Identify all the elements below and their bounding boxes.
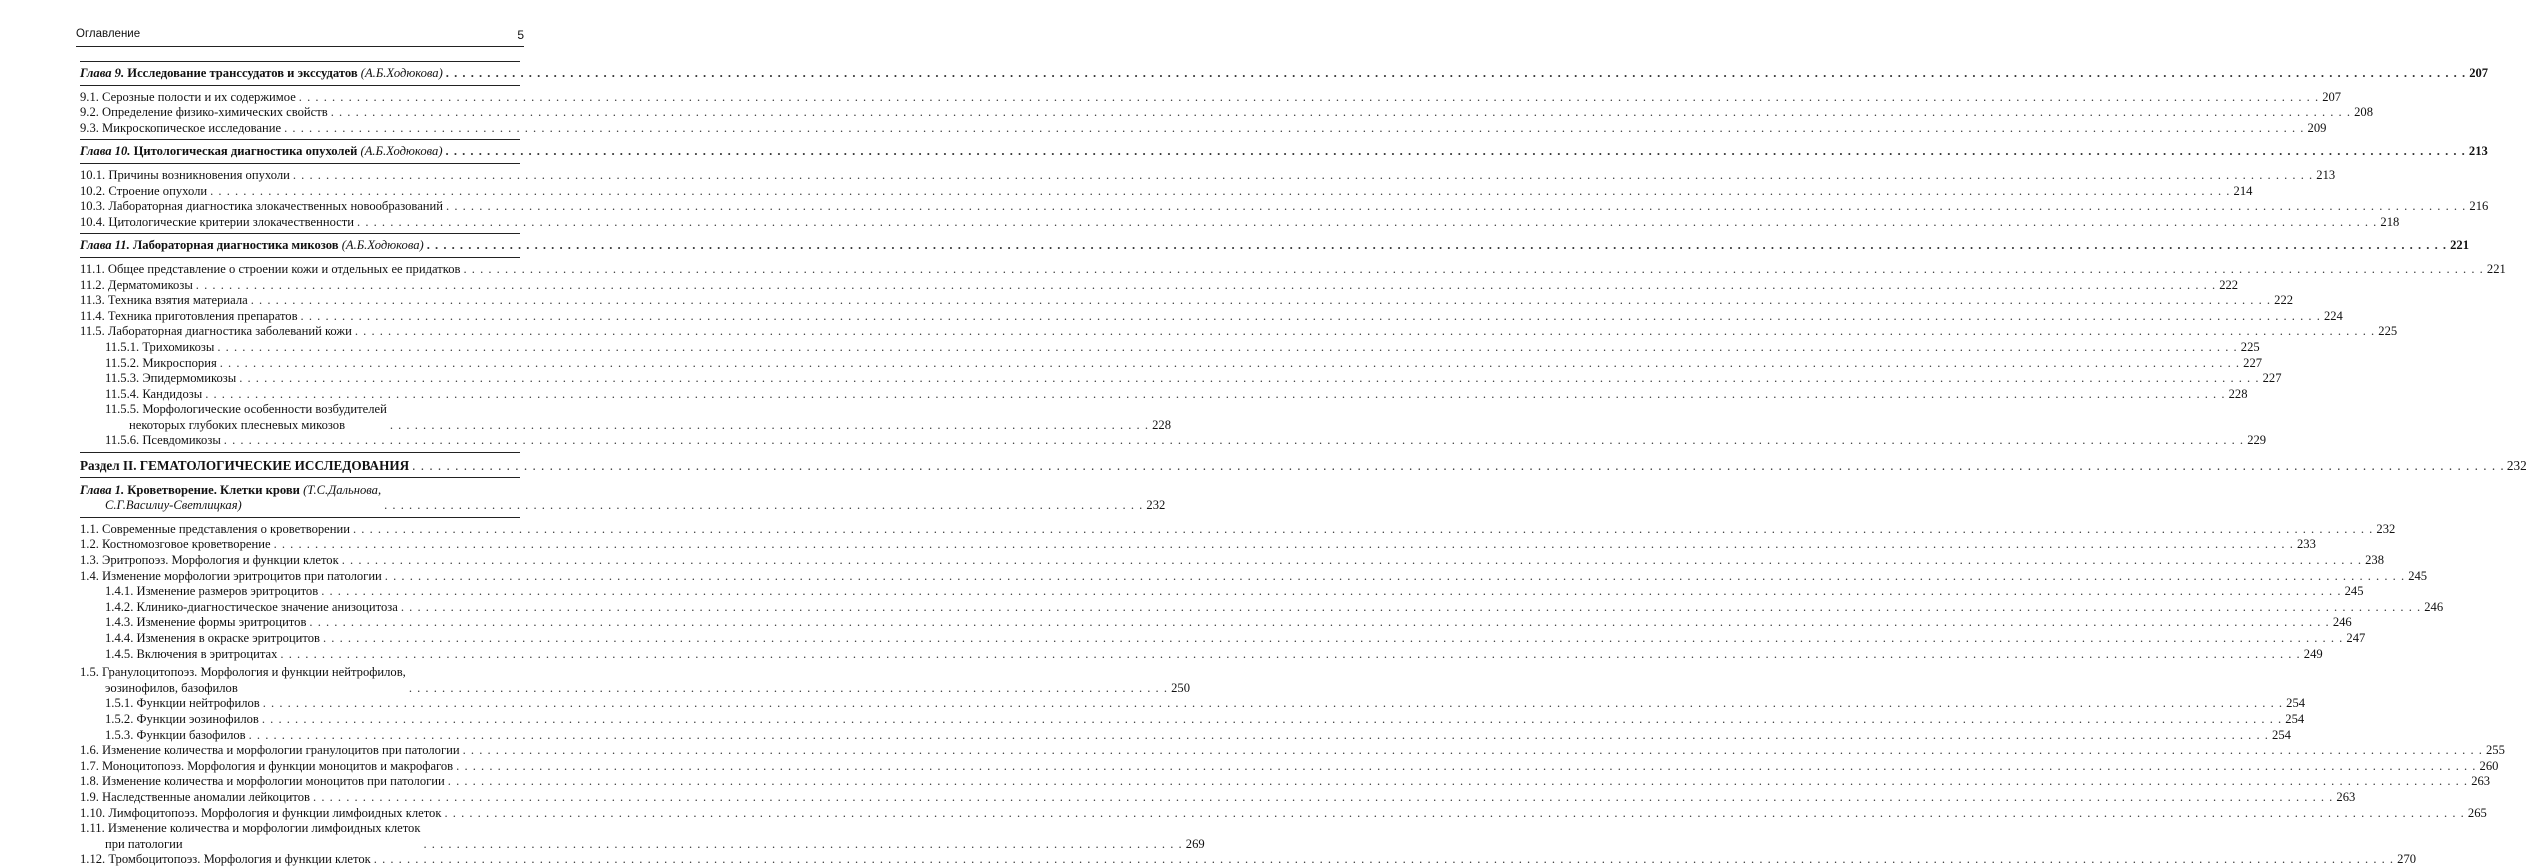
chapter-rule <box>80 85 520 86</box>
chapter-rule <box>80 61 520 62</box>
running-header <box>76 28 524 44</box>
toc-subitem[interactable]: 1.4.2. Клинико-диагностическое значение анизоцитоза . . . 246 <box>80 600 520 616</box>
toc-item[interactable]: 1.3. Эритропоэз. Морфология и функции клеток . . . 238 <box>80 553 520 569</box>
toc-subitem[interactable]: 11.5.3. Эпидермомикозы . . . 227 <box>80 371 520 387</box>
toc-chapter-9[interactable] <box>80 66 2489 82</box>
chapter-title: Исследование транссудатов и экссудатов <box>127 66 358 80</box>
header-section-title: Оглавление <box>76 28 141 40</box>
toc-subitem[interactable]: 1.5.3. Функции базофилов . . . 254 <box>80 728 520 744</box>
chapter-rule <box>80 139 520 140</box>
toc-item[interactable]: 10.2. Строение опухоли . . . 214 <box>80 184 520 200</box>
section-rule <box>80 477 520 478</box>
toc-item[interactable]: 1.12. Тромбоцитопоэз. Морфология и функции клеток . . . 270 <box>80 852 520 868</box>
chapter-rule <box>80 517 520 518</box>
chapter-page: 207 <box>2469 66 2489 80</box>
toc-subitem[interactable]: 1.5.2. Функции эозинофилов . . . 254 <box>80 712 520 728</box>
toc-item[interactable]: 1.9. Наследственные аномалии лейкоцитов . . . 263 <box>80 790 520 806</box>
toc-item[interactable]: 9.1. Серозные полости и их содержимое . . . 207 <box>80 90 520 106</box>
toc-item[interactable]: 1.8. Изменение количества и морфологии моноцитов при патологии . . . 263 <box>80 774 520 790</box>
chapter-rule <box>80 233 520 234</box>
chapter-label: Глава 9. <box>80 66 125 80</box>
toc-item[interactable]: 10.1. Причины возникновения опухоли . . . 213 <box>80 168 520 184</box>
toc-item[interactable]: 10.3. Лабораторная диагностика злокачественных новообразований . . . 216 <box>80 199 520 215</box>
toc-subitem[interactable]: 1.4.4. Изменения в окраске эритроцитов . . . 247 <box>80 631 520 647</box>
toc-subitem[interactable]: 1.4.3. Изменение формы эритроцитов . . . 246 <box>80 615 520 631</box>
header-rule <box>76 46 524 47</box>
toc-subitem[interactable]: 1.4.5. Включения в эритроцитах . . . 249 <box>80 647 520 663</box>
toc-item[interactable]: 9.3. Микроскопическое исследование . . . 209 <box>80 121 520 137</box>
toc-item[interactable]: 1.4. Изменение морфологии эритроцитов при патологии . . . 245 <box>80 569 520 585</box>
toc-item[interactable]: 1.11. Изменение количества и морфологии лимфоидных клеток при патологии . . . 269 <box>80 821 520 852</box>
toc-item[interactable]: 11.2. Дерматомикозы . . . 222 <box>80 278 520 294</box>
toc-item[interactable]: 10.4. Цитологические критерии злокачественности . . . 218 <box>80 215 520 231</box>
toc-subitem[interactable]: 1.4.1. Изменение размеров эритроцитов . . . 245 <box>80 584 520 600</box>
toc-item[interactable]: 11.5. Лабораторная диагностика заболеваний кожи . . . 225 <box>80 324 520 340</box>
toc-subitem[interactable]: 11.5.1. Трихомикозы . . . 225 <box>80 340 520 356</box>
toc-item[interactable]: 9.2. Определение физико-химических свойств . . . 208 <box>80 105 520 121</box>
toc-item[interactable]: 1.5. Гранулоцитопоэз. Морфология и функции нейтрофилов, эозинофилов, базофилов . . . 250 <box>80 665 520 696</box>
toc-subitem[interactable]: 11.5.2. Микроспория . . . 227 <box>80 356 520 372</box>
toc-item[interactable]: 1.1. Современные представления о кроветворении . . . 232 <box>80 522 520 538</box>
toc-item[interactable]: 1.7. Моноцитопоэз. Морфология и функции моноцитов и макрофагов . . . 260 <box>80 759 520 775</box>
toc-item[interactable]: 1.10. Лимфоцитопоэз. Морфология и функции лимфоидных клеток . . . 265 <box>80 806 520 822</box>
header-page-number: 5 <box>517 28 524 42</box>
toc-item[interactable]: 1.6. Изменение количества и морфологии гранулоцитов при патологии . . . 255 <box>80 743 520 759</box>
section-rule <box>80 452 520 453</box>
toc-section-2[interactable]: Раздел II. ГЕМАТОЛОГИЧЕСКИЕ ИССЛЕДОВАНИЯ . . . 232 <box>80 458 520 474</box>
toc-chapter-11[interactable]: Глава 11. Лабораторная диагностика микозов (А.Б.Ходюкова) . . . 221 <box>80 238 520 254</box>
toc-chapter-10[interactable]: Глава 10. Цитологическая диагностика опухолей (А.Б.Ходюкова) . . . 213 <box>80 144 520 160</box>
chapter-rule <box>80 163 520 164</box>
toc-subitem[interactable]: 11.5.4. Кандидозы . . . 228 <box>80 387 520 403</box>
toc-subitem[interactable]: 1.5.1. Функции нейтрофилов . . . 254 <box>80 696 520 712</box>
chapter-rule <box>80 257 520 258</box>
table-of-contents <box>80 58 2527 868</box>
chapter-author: (А.Б.Ходюкова) <box>360 66 443 80</box>
toc-item[interactable]: 11.4. Техника приготовления препаратов . . . 224 <box>80 309 520 325</box>
toc-subitem[interactable]: 11.5.6. Псевдомикозы . . . 229 <box>80 433 520 449</box>
toc-item[interactable]: 1.2. Костномозговое кроветворение . . . 233 <box>80 537 520 553</box>
toc-chapter-1[interactable]: Глава 1. Кроветворение. Клетки крови (Т.С.Дальнова, С.Г.Василиу-Светлицкая) . . . 232 <box>80 483 520 514</box>
toc-item[interactable]: 11.3. Техника взятия материала . . . 222 <box>80 293 520 309</box>
toc-item[interactable]: 11.1. Общее представление о строении кожи и отдельных ее придатков . . . 221 <box>80 262 520 278</box>
toc-subitem[interactable]: 11.5.5. Морфологические особенности возбудителей некоторых глубоких плесневых микозов . . . 228 <box>80 402 520 433</box>
